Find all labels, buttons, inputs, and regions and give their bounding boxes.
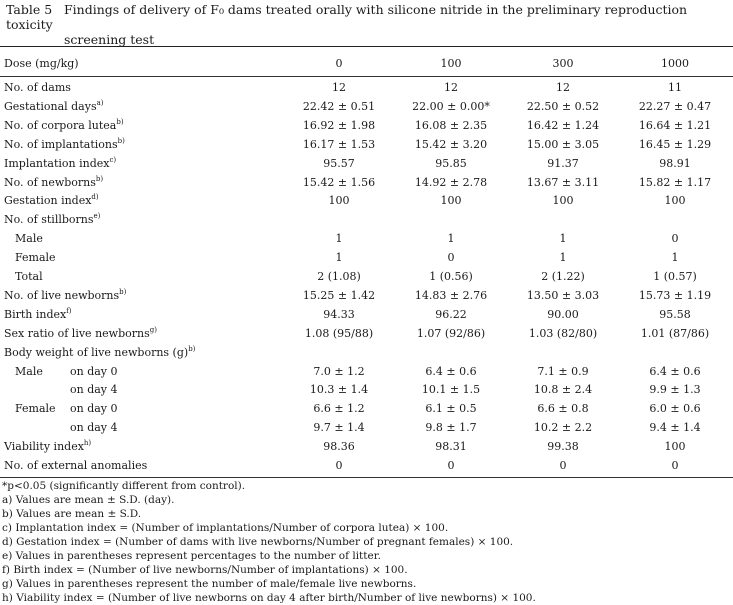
footnote: *p<0.05 (significantly different from control). [2,480,246,492]
table-row [0,437,733,456]
table-row [0,286,733,305]
header-rule [0,76,733,77]
value-cell: 7.1 ± 0.9 [537,364,589,378]
table-row [0,78,733,97]
value-cell: 95.57 [323,156,355,170]
footnote-marker: g) [149,325,157,334]
table-row [0,380,733,399]
row-label [4,286,126,305]
value-cell: 15.73 ± 1.19 [638,288,712,302]
row-label [4,324,157,343]
table-row [0,343,733,362]
footnote: c) Implantation index = (Number of implantations/Number of corpora lutea) × 100. [2,522,449,534]
value-cell: 2 (1.08) [317,270,361,283]
footnote: h) Viability index = (Number of live newborns on day 4 after birth/Number of live newborns) × 100. [2,592,536,604]
value-cell: 100 [664,194,686,208]
row-label [4,135,125,154]
row-sublabel: on day 4 [70,421,118,435]
row-label-text: No. of corpora lutea [4,118,117,132]
value-cell: 22.00 ± 0.00* [412,99,490,113]
footnote-marker: f) [66,306,72,315]
dose-header-label: Dose (mg/kg) [4,57,79,70]
value-cell: 6.4 ± 0.6 [649,364,701,378]
row-label [4,116,124,135]
table-row [0,210,733,229]
value-cell: 95.85 [435,156,467,170]
caption-title: Findings of delivery of F₀ dams treated orally with silicone nitride in the preliminary reproduction toxicity [6,2,688,32]
value-cell: 1 (0.56) [429,270,473,283]
row-label [4,97,104,116]
table-row [0,399,733,418]
value-cell: 10.1 ± 1.5 [421,383,481,397]
value-cell: 16.64 ± 1.21 [638,118,712,132]
value-cell: 100 [552,194,574,208]
row-label-text: Female [15,251,56,265]
dose-header-300: 300 [552,57,574,70]
row-label [4,456,147,475]
value-cell: 9.4 ± 1.4 [649,421,701,435]
value-cell: 12 [332,81,346,94]
value-cell: 9.7 ± 1.4 [313,421,365,435]
table-row [0,191,733,210]
value-cell: 16.17 ± 1.53 [302,137,376,151]
value-cell: 0 [447,459,455,472]
value-cell: 95.58 [659,307,691,321]
top-rule [0,46,733,47]
footnote-marker: b) [119,287,127,296]
footnote-marker: b) [116,117,124,126]
row-label-text: No. of external anomalies [4,459,148,472]
value-cell: 6.6 ± 0.8 [537,402,589,416]
value-cell: 13.67 ± 3.11 [526,175,600,189]
value-cell: 10.8 ± 2.4 [533,383,593,397]
row-label-text: Viability index [4,440,84,454]
value-cell: 11 [668,81,682,94]
value-cell: 16.45 ± 1.29 [638,137,712,151]
table-row [0,305,733,324]
value-cell: 6.0 ± 0.6 [649,402,701,416]
row-label-text: Birth index [4,307,67,321]
table-row [0,116,733,135]
value-cell: 100 [664,440,686,454]
row-label-text: Male [15,232,43,246]
row-label [4,191,99,210]
value-cell: 98.36 [323,440,355,454]
value-cell: 13.50 ± 3.03 [526,288,600,302]
value-cell: 16.08 ± 2.35 [414,118,488,132]
row-label [4,78,71,97]
table-row [0,362,733,381]
value-cell: 100 [328,194,350,208]
value-cell: 22.42 ± 0.51 [302,99,376,113]
table-row [0,248,733,267]
footnote-marker: b) [188,344,196,353]
value-cell: 10.3 ± 1.4 [309,383,369,397]
value-cell: 15.25 ± 1.42 [302,288,376,302]
row-label [4,154,116,173]
table-row [0,173,733,192]
row-sublabel: on day 0 [70,402,118,416]
footnote: e) Values in parentheses represent percentages to the number of litter. [2,550,381,562]
row-label-text: No. of stillborns [4,213,94,227]
row-label [15,362,43,381]
row-label [15,248,56,267]
value-cell: 99.38 [547,440,579,454]
value-cell: 0 [671,459,679,472]
value-cell: 14.83 ± 2.76 [414,288,488,302]
value-cell: 12 [444,81,458,94]
row-label [4,343,195,362]
value-cell: 94.33 [323,307,355,321]
value-cell: 6.6 ± 1.2 [313,402,365,416]
row-label-text: Gestational days [4,99,97,113]
row-label [15,267,43,286]
value-cell: 91.37 [547,156,579,170]
value-cell: 1 (0.57) [653,270,697,283]
footnote-marker: b) [117,136,125,145]
footnote-marker: h) [83,439,92,448]
footnote-marker: e) [93,212,101,221]
row-label [4,305,72,324]
row-label-text: Implantation index [4,156,110,170]
value-cell: 7.0 ± 1.2 [313,364,365,378]
value-cell: 0 [671,232,679,246]
table-row [0,267,733,286]
value-cell: 2 (1.22) [541,270,585,283]
footnote-marker: c) [109,155,117,164]
value-cell: 96.22 [435,307,467,321]
value-cell: 0 [559,459,567,472]
footnote-marker: d) [91,193,99,202]
value-cell: 1 [671,251,679,265]
value-cell: 22.27 ± 0.47 [638,99,712,113]
caption-line-2: screening test [64,32,155,47]
row-label-text: Male [15,364,43,378]
row-sublabel: on day 0 [70,364,118,378]
value-cell: 0 [447,251,455,265]
row-label [4,173,103,192]
value-cell: 15.42 ± 3.20 [414,137,488,151]
value-cell: 90.00 [547,307,579,321]
value-cell: 6.4 ± 0.6 [425,364,477,378]
value-cell: 12 [556,81,570,94]
table-row [0,456,733,475]
table-row [0,97,733,116]
value-cell: 1.03 (82/80) [528,326,598,340]
table-row [0,154,733,173]
value-cell: 1 [447,232,455,246]
footnote: d) Gestation index = (Number of dams with live newborns/Number of pregnant females) × 100. [2,536,514,548]
table-row [0,324,733,343]
row-label-text: No. of dams [4,81,71,94]
value-cell: 98.31 [435,440,467,454]
footnote: g) Values in parentheses represent the number of male/female live newborns. [2,578,417,590]
table-row [0,229,733,248]
value-cell: 6.1 ± 0.5 [425,402,477,416]
value-cell: 16.92 ± 1.98 [302,118,376,132]
value-cell: 15.82 ± 1.17 [638,175,712,189]
table-row [0,135,733,154]
row-sublabel: on day 4 [70,383,118,397]
row-label-text: Sex ratio of live newborns [4,326,150,340]
dose-header-100: 100 [440,57,462,70]
value-cell: 15.00 ± 3.05 [526,137,600,151]
value-cell: 9.9 ± 1.3 [649,383,701,397]
row-label-text: Body weight of live newborns (g) [4,345,189,359]
dose-header-0: 0 [335,57,343,70]
footnote: f) Birth index = (Number of live newborns/Number of implantations) × 100. [2,564,408,576]
row-label [15,229,43,248]
value-cell: 1 [559,251,567,265]
row-label [4,437,91,456]
footnote: a) Values are mean ± S.D. (day). [2,494,175,506]
value-cell: 15.42 ± 1.56 [302,175,376,189]
value-cell: 1 [335,232,343,246]
row-label-text: No. of live newborns [4,288,120,302]
row-label-text: Gestation index [4,194,92,208]
table-header [0,54,733,73]
table-row [0,418,733,437]
value-cell: 98.91 [659,156,691,170]
value-cell: 22.50 ± 0.52 [526,99,600,113]
value-cell: 1 [335,251,343,265]
row-label-text: Total [15,270,43,283]
caption-line-1 [6,2,728,32]
table-caption [6,2,728,47]
row-label [4,210,100,229]
value-cell: 1 [559,232,567,246]
footnote-marker: a) [96,98,104,107]
value-cell: 1.01 (87/86) [640,326,710,340]
value-cell: 14.92 ± 2.78 [414,175,488,189]
footnote-marker: b) [95,174,104,183]
value-cell: 1.07 (92/86) [416,326,486,340]
row-label [15,399,56,418]
value-cell: 100 [440,194,462,208]
value-cell: 10.2 ± 2.2 [533,421,593,435]
value-cell: 0 [335,459,343,472]
row-label-text: No. of implantations [4,137,118,151]
value-cell: 9.8 ± 1.7 [425,421,477,435]
row-label-text: Female [15,402,56,416]
value-cell: 1.08 (95/88) [304,326,374,340]
table-number: Table 5 [6,2,53,17]
row-label-text: No. of newborns [4,175,96,189]
value-cell: 16.42 ± 1.24 [526,118,600,132]
bottom-rule [0,477,733,478]
dose-header-1000: 1000 [661,57,689,70]
footnote: b) Values are mean ± S.D. [2,508,142,520]
